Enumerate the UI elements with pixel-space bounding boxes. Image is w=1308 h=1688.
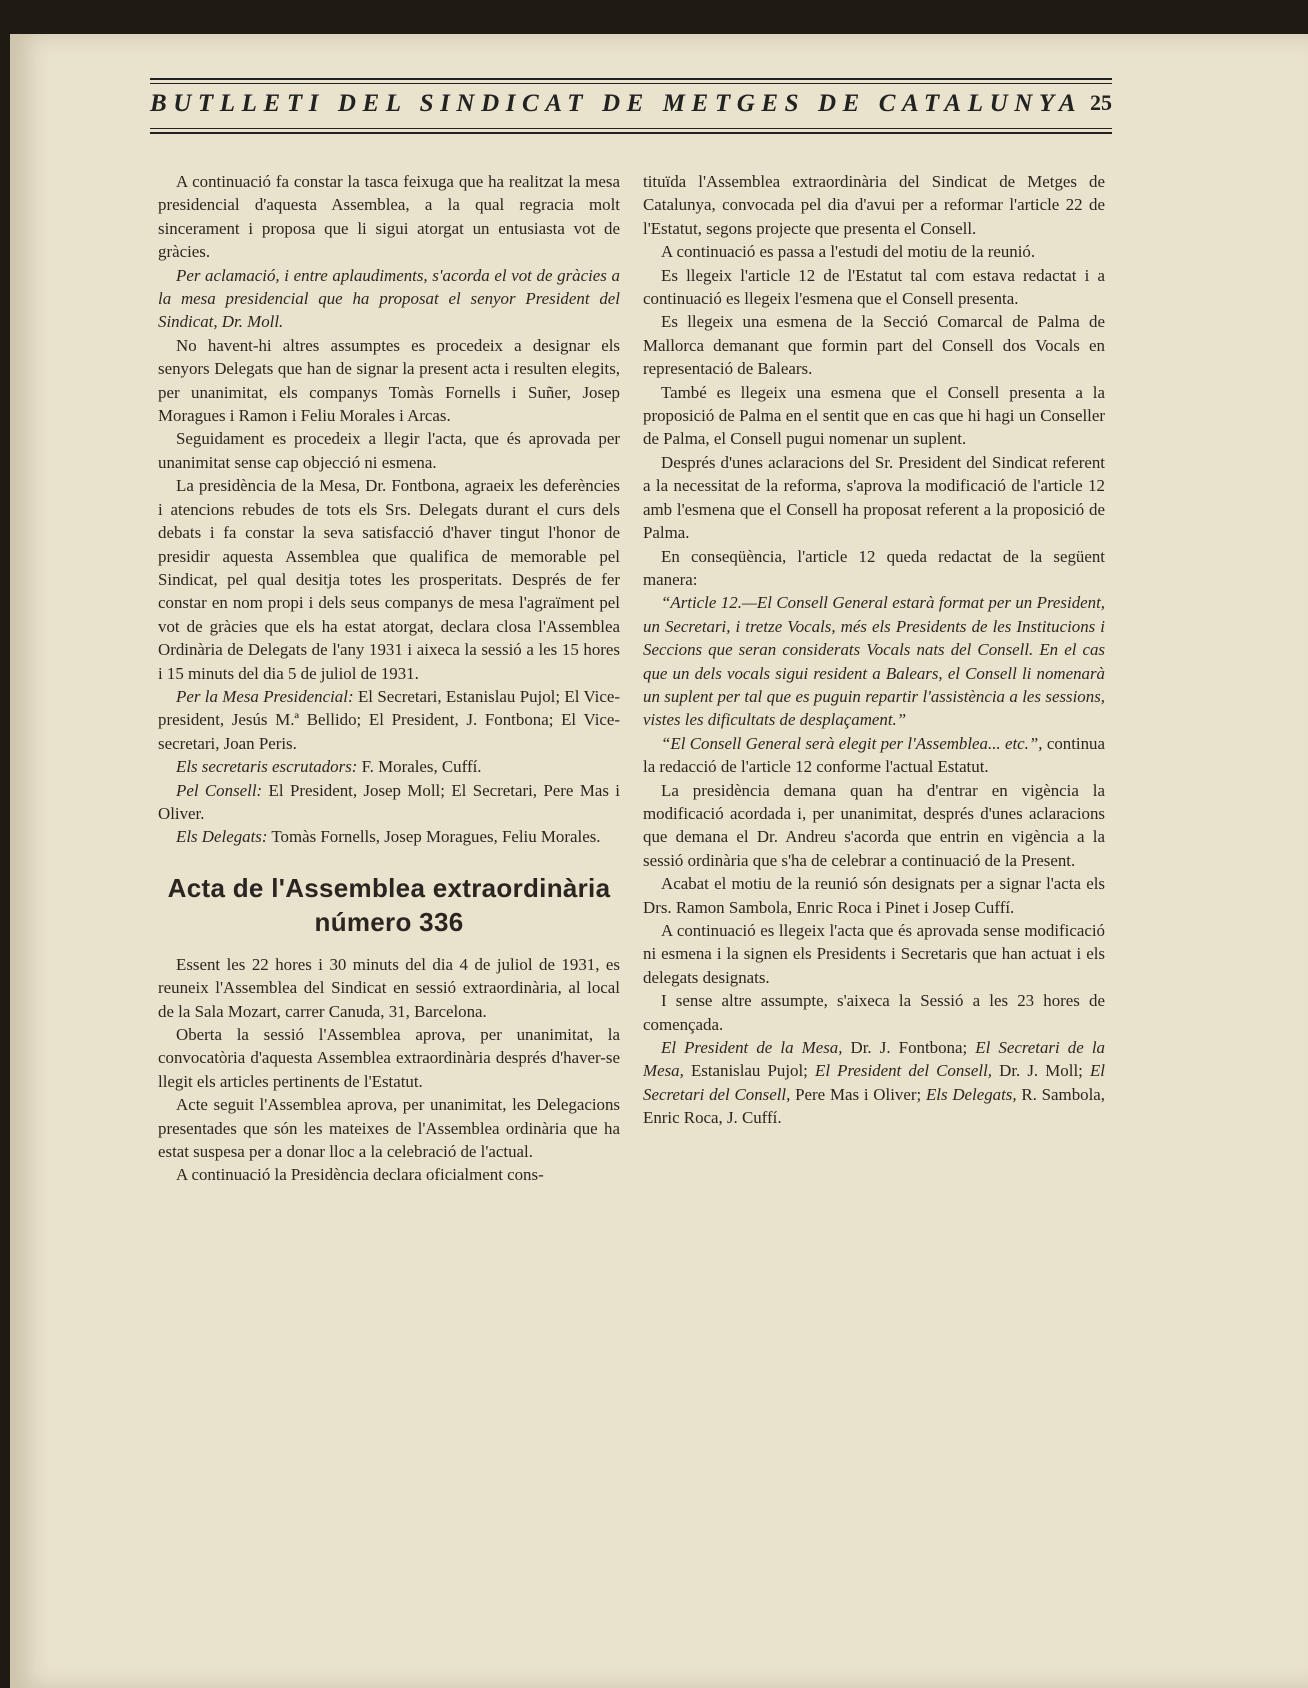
paragraph-text: El President, Josep Moll; El Secretari, Pere Mas i Oliver. bbox=[158, 780, 621, 823]
paragraph-text: Dr. J. Fontbona; bbox=[842, 1038, 976, 1058]
header-rule bbox=[150, 128, 1112, 129]
paragraph: En conseqüència, l'article 12 queda redactat de la següent manera: bbox=[643, 546, 1105, 589]
paragraph: Seguidament es procedeix a llegir l'acta, que és aprovada per unanimitat sense cap objecció ni esmena. bbox=[158, 429, 620, 472]
paragraph: I sense altre assumpte, s'aixeca la Sessió a les 23 hores de començada. bbox=[643, 991, 1105, 1034]
paragraph: Essent les 22 hores i 30 minuts del dia 4 de juliol de 1931, es reuneix l'Assemblea del Sindicat en sessió extraordinària, al local de la Sala Mozart, carrer Canuda, 31, Barcelona. bbox=[158, 954, 620, 1021]
header-rule bbox=[150, 83, 1112, 84]
paragraph bbox=[158, 779, 620, 826]
paragraph: Es llegeix l'article 12 de l'Estatut tal com estava redactat i a continuació es llegeix l'esmena que el Consell presenta. bbox=[643, 265, 1105, 309]
italic-label: Pel Consell: bbox=[176, 780, 263, 800]
italic-label: Per la Mesa Presidencial: bbox=[176, 686, 354, 706]
paragraph: No havent-hi altres assumptes es procedeix a designar els senyors Delegats que han de signar la present acta i resulten elegits, per unanimitat, els companys Tomàs Fornells i Suñer, Josep Moragues i Ramon i Feliu Morales i Arcas. bbox=[158, 335, 620, 426]
paragraph: La presidència demana quan ha d'entrar en vigència la modificació acordada i, per unanimitat, després d'unes aclaracions que demana el Dr. Andreu s'acorda que entrin en vigència a la sessió ordinària que s'ha de celebrar a continuació de la Present. bbox=[643, 780, 1105, 870]
paragraph bbox=[158, 264, 620, 334]
paragraph-text: F. Morales, Cuffí. bbox=[357, 757, 482, 777]
paragraph bbox=[158, 755, 620, 778]
paragraph bbox=[643, 732, 1105, 779]
paragraph: A continuació es passa a l'estudi del motiu de la reunió. bbox=[661, 242, 1036, 262]
paragraph: La presidència de la Mesa, Dr. Fontbona, agraeix les deferències i atencions rebudes de tots els Srs. Delegats durant el curs dels debats i fa constar la seva satisfacció d'haver tingut l'honor de presidir aquesta Assemblea que qualifica de memorable pel Sindicat, pel qual desitja totes les prosperitats. Després de fer constar en nom propi i dels seus companys de mesa l'agraïment pel vot de gràcies que els ha estat atorgat, declara closa l'Assemblea Ordinària de Delegats de l'any 1931 i aixeca la sessió a les 15 hores i 15 minuts del dia 5 de juliol de 1931. bbox=[158, 476, 620, 683]
italic-label: El President del Consell, bbox=[815, 1061, 992, 1081]
paragraph bbox=[158, 825, 620, 848]
paragraph: Acabat el motiu de la reunió són designats per a signar l'acta els Drs. Ramon Sambola, Enric Roca i Pinet i Josep Cuffí. bbox=[643, 874, 1105, 917]
paragraph-text: Dr. J. Moll; bbox=[991, 1061, 1090, 1081]
italic-label: Els Delegats: bbox=[176, 827, 268, 847]
article-quote: “Article 12.—El Consell General estarà format per un President, un Secretari, i tretze Vocals, més els Presidents de les Institucions i Seccions que seran considerats Vocals nats del Consell. En el cas que un dels vocals sigui resident a Balears, el Consell li nomenarà un suplent per tal que es puguin repartir l'assistència a les sessions, vistes les dificultats de desplaçament.” bbox=[643, 593, 1105, 730]
paragraph: tituïda l'Assemblea extraordinària del Sindicat de Metges de Catalunya, convocada pel dia d'avui per a reformar l'article 22 de l'Estatut, segons projecte que presenta el Consell. bbox=[643, 172, 1105, 238]
paragraph-text: R. Sambola, Enric Roca, J. Cuffí. bbox=[643, 1084, 1105, 1128]
paragraph: Després d'unes aclaracions del Sr. President del Sindicat referent a la necessitat de la reforma, s'aprova la modificació de l'article 12 amb l'esmena que el Consell ha proposat referent a la proposició de Palma. bbox=[643, 452, 1105, 543]
journal-title: BUTLLETI DEL SINDICAT DE METGES DE CATALUNYA bbox=[150, 90, 1083, 117]
italic-label: Els secretaris escrutadors: bbox=[176, 757, 358, 777]
italic-label: Els Delegats, bbox=[925, 1084, 1017, 1104]
paragraph-text: Tomàs Fornells, Josep Moragues, Feliu Morales. bbox=[267, 827, 601, 847]
paragraph-text: Estanislau Pujol; bbox=[683, 1061, 815, 1081]
page-number: 25 bbox=[1090, 90, 1112, 115]
header-rule bbox=[150, 78, 1112, 80]
running-header bbox=[150, 78, 1112, 136]
italic-label: El President de la Mesa, bbox=[661, 1038, 843, 1058]
paragraph: Es llegeix una esmena de la Secció Comarcal de Palma de Mallorca demanant que formin part del Consell dos Vocals en representació de Balears. bbox=[643, 312, 1105, 379]
left-column bbox=[158, 170, 620, 1187]
paragraph-text: El Secretari, Estanislau Pujol; El Vice-president, Jesús M.ª Bellido; El President, J. Fontbona; El Vice-secretari, Joan Peris. bbox=[158, 686, 620, 753]
signatures bbox=[643, 1036, 1105, 1130]
section-heading-line: número 336 bbox=[314, 906, 464, 937]
paragraph bbox=[643, 591, 1105, 731]
italic-label: El Secretari de la Mesa, bbox=[643, 1038, 1105, 1081]
paragraph: A continuació fa constar la tasca feixuga que ha realitzat la mesa presidencial d'aquesta Assemblea, a la qual regracia molt sincerament i proposa que li sigui atorgat un entusiasta vot de gràcies. bbox=[158, 172, 620, 262]
paragraph: Oberta la sessió l'Assemblea aprova, per unanimitat, la convocatòria d'aquesta Assemblea extraordinària després d'haver-se llegit els articles pertinents de l'Estatut. bbox=[158, 1025, 620, 1091]
article-quote: “El Consell General serà elegit per l'Assemblea... etc.”, bbox=[661, 733, 1043, 753]
italic-label: El Secretari del Consell, bbox=[643, 1061, 1105, 1104]
paragraph: Acte seguit l'Assemblea aprova, per unanimitat, les Delegacions presentades que són les mateixes de l'Assemblea ordinària que ha estat suspesa per a donar lloc a la celebració de l'actual. bbox=[158, 1095, 620, 1162]
paragraph: A continuació es llegeix l'acta que és aprovada sense modificació ni esmena i la signen els Presidents i Secretaris que han actuat i els delegats designats. bbox=[643, 921, 1105, 987]
italic-text: Per aclamació, i entre aplaudiments, s'acorda el vot de gràcies a la mesa presidencial que ha proposat el senyor President del Sindicat, Dr. Moll. bbox=[158, 265, 620, 332]
paragraph: També es llegeix una esmena que el Consell presenta a la proposició de Palma en el sentit que en cas que hi hagi un Conseller de Palma, el Consell pugui nomenar un suplent. bbox=[643, 382, 1105, 449]
paragraph-text: continua la redacció de l'article 12 conforme l'actual Estatut. bbox=[643, 733, 1105, 777]
section-heading-line: Acta de l'Assemblea extraordinària bbox=[167, 872, 611, 903]
right-column bbox=[643, 170, 1105, 1130]
section-heading bbox=[158, 871, 620, 939]
paragraph bbox=[158, 685, 620, 755]
paragraph-text: Pere Mas i Oliver; bbox=[790, 1084, 926, 1104]
header-rule bbox=[150, 132, 1112, 134]
paragraph: A continuació la Presidència declara oficialment cons- bbox=[176, 1165, 544, 1185]
